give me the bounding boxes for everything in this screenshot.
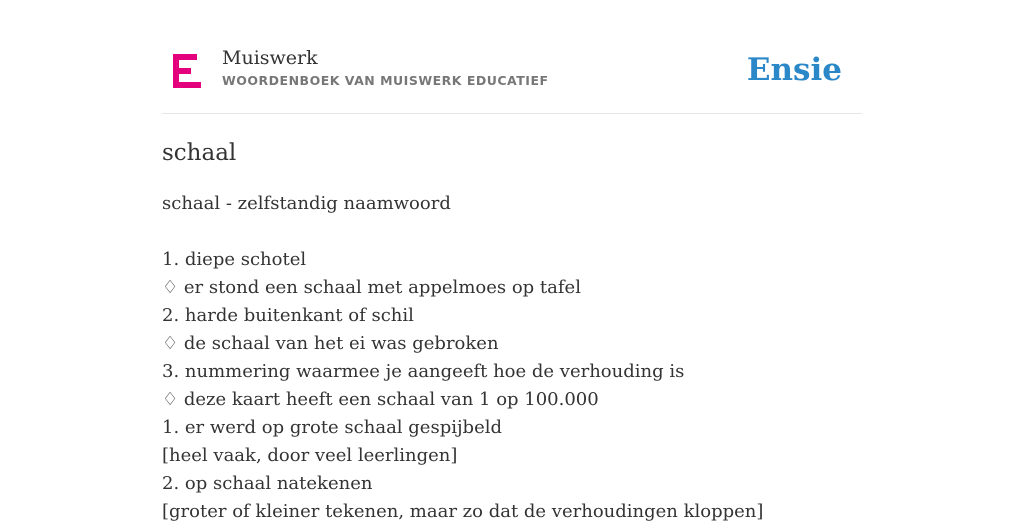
- muiswerk-e-logo-icon[interactable]: [173, 54, 201, 88]
- entry-line: 1. er werd op grote schaal gespijbeld: [162, 417, 503, 438]
- entry-title: schaal: [162, 140, 237, 166]
- ensie-logo-link[interactable]: Ensie: [746, 52, 842, 88]
- brand-name[interactable]: Muiswerk: [222, 47, 318, 69]
- blank-line: [162, 218, 862, 246]
- entry-content: [162, 190, 862, 526]
- entry-line: 2. op schaal natekenen: [162, 473, 373, 494]
- entry-line: ♢ deze kaart heeft een schaal van 1 op 100.000: [162, 389, 599, 410]
- entry-line: [groter of kleiner tekenen, maar zo dat de verhoudingen kloppen]: [162, 501, 764, 522]
- entry-line: [heel vaak, door veel leerlingen]: [162, 445, 458, 466]
- site-header: [162, 0, 862, 114]
- entry-line: ♢ er stond een schaal met appelmoes op tafel: [162, 277, 581, 298]
- page-container: [162, 0, 862, 522]
- entry-line: ♢ de schaal van het ei was gebroken: [162, 333, 499, 354]
- entry-line: schaal - zelfstandig naamwoord: [162, 193, 451, 214]
- entry-line: 3. nummering waarmee je aangeeft hoe de verhouding is: [162, 361, 685, 382]
- entry-line: 1. diepe schotel: [162, 249, 307, 270]
- brand-subtitle: WOORDENBOEK VAN MUISWERK EDUCATIEF: [222, 73, 549, 88]
- brand-block: [222, 45, 549, 88]
- entry-line: 2. harde buitenkant of schil: [162, 305, 414, 326]
